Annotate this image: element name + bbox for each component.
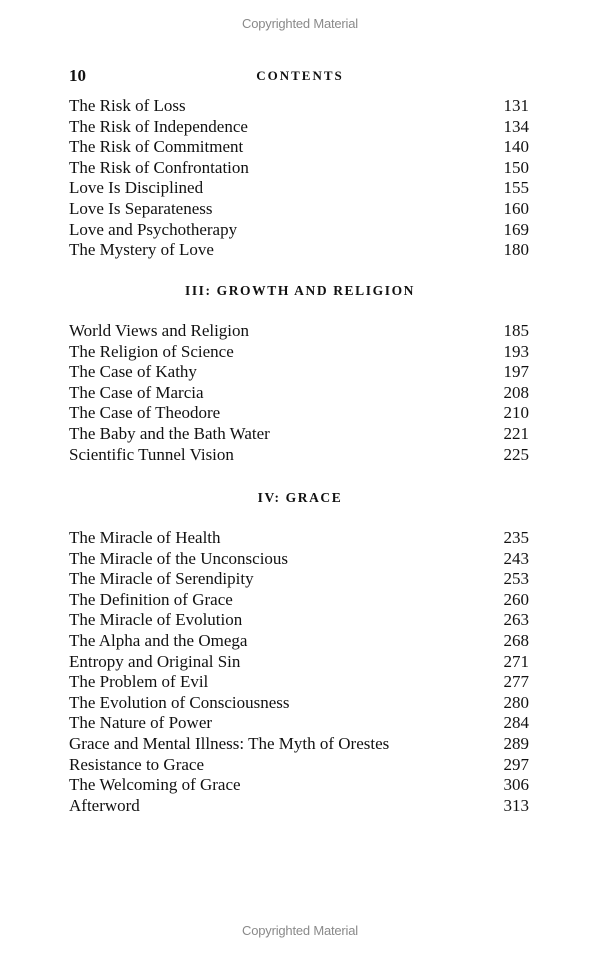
copyright-watermark-bottom: Copyrighted Material [242,923,358,938]
toc-entry-page: 185 [503,321,529,340]
toc-entry-title: World Views and Religion [69,321,250,340]
toc-section-grace [69,528,529,816]
toc-entry-title: The Welcoming of Grace [69,775,241,795]
toc-entry [69,117,529,138]
toc-entry-page: 197 [503,362,529,382]
toc-entry-page: 210 [503,403,529,423]
toc-entry-title: The Nature of Power [69,713,213,733]
toc-entry [69,569,529,590]
toc-entry-page: 150 [503,157,529,177]
toc-entry-page: 235 [503,528,529,547]
toc-entry-page: 131 [503,96,529,115]
toc-entry-page: 155 [503,178,529,198]
toc-entry-page: 221 [503,423,529,443]
toc-entry-page: 268 [503,630,529,650]
toc-entry [69,220,529,241]
toc-entry-page: 180 [503,240,529,260]
toc-entry-title: Resistance to Grace [69,754,204,774]
toc-entry-page: 193 [503,341,529,361]
toc-entry-page: 277 [503,672,529,692]
toc-entry-title: The Risk of Independence [69,116,248,136]
toc-entry-page: 280 [503,692,529,712]
toc-entry-title: The Baby and the Bath Water [69,423,270,443]
toc-entry [69,796,529,817]
toc-entry-page: 297 [503,754,529,774]
toc-entry-title: The Miracle of Evolution [69,610,243,630]
toc-entry-title: The Religion of Science [69,341,234,361]
toc-entry [69,199,529,220]
toc-entry [69,631,529,652]
toc-entry [69,178,529,199]
toc-entry-title: The Evolution of Consciousness [69,692,290,712]
toc-entry [69,590,529,611]
toc-entry-page: 313 [503,795,529,815]
toc-entry [69,158,529,179]
toc-entry-page: 306 [503,775,529,795]
toc-entry-page: 289 [503,733,529,753]
toc-entry-title: Afterword [69,795,140,815]
toc-entry-title: Love and Psychotherapy [69,219,238,239]
toc-entry [69,755,529,776]
toc-entry [69,403,529,424]
toc-entry [69,693,529,714]
toc-entry-title: Scientific Tunnel Vision [69,444,234,464]
toc-entry-page: 225 [503,444,529,464]
toc-entry-title: The Case of Theodore [69,403,221,423]
toc-entry-title: The Miracle of Health [69,528,221,547]
toc-entry-title: The Miracle of the Unconscious [69,548,289,568]
toc-section-growth-and-religion [69,321,529,465]
toc-entry-title: The Problem of Evil [69,672,209,692]
toc-entry-title: The Mystery of Love [69,240,214,260]
part-heading-grace: IV: GRACE [257,490,343,505]
toc-entry-page: 160 [503,198,529,218]
toc-entry-page: 169 [503,219,529,239]
toc-entry [69,549,529,570]
toc-entry-title: The Alpha and the Omega [69,630,248,650]
toc-entry-page: 253 [503,569,529,589]
part-heading-growth-and-religion: III: GROWTH AND RELIGION [184,283,416,298]
toc-entry-page: 260 [503,589,529,609]
page-number: 10 [69,66,86,85]
running-head: CONTENTS [256,68,344,83]
toc-entry-page: 263 [503,610,529,630]
toc-entry [69,240,529,261]
toc-entry [69,775,529,796]
toc-entry-title: The Risk of Loss [69,96,186,115]
toc-entry-title: The Definition of Grace [69,589,233,609]
toc-entry-title: The Case of Kathy [69,362,197,382]
toc-entry [69,424,529,445]
toc-entry-title: Love Is Separateness [69,198,213,218]
toc-entry [69,383,529,404]
toc-entry-title: Entropy and Original Sin [69,651,241,671]
toc-entry [69,342,529,363]
toc-entry-page: 140 [503,137,529,157]
toc-section-love-continued [69,96,529,261]
toc-entry [69,362,529,383]
toc-entry-title: The Miracle of Serendipity [69,569,254,589]
toc-entry-page: 271 [503,651,529,671]
toc-entry-title: The Risk of Commitment [69,137,244,157]
toc-entry [69,734,529,755]
toc-entry-title: Grace and Mental Illness: The Myth of Orestes [69,733,390,753]
toc-entry-page: 243 [503,548,529,568]
toc-entry-title: The Risk of Confrontation [69,157,249,177]
toc-entry [69,137,529,158]
toc-entry-page: 134 [503,116,529,136]
toc-entry-page: 208 [503,382,529,402]
toc-entry-title: Love Is Disciplined [69,178,204,198]
toc-entry [69,445,529,466]
toc-entry-title: The Case of Marcia [69,382,204,402]
page-header [69,66,531,86]
copyright-watermark-top: Copyrighted Material [242,16,358,31]
toc-entry [69,528,529,549]
toc-entry [69,713,529,734]
toc-entry [69,652,529,673]
toc-entry [69,96,529,117]
toc-entry [69,672,529,693]
toc-entry [69,610,529,631]
toc-entry [69,321,529,342]
toc-entry-page: 284 [503,713,529,733]
